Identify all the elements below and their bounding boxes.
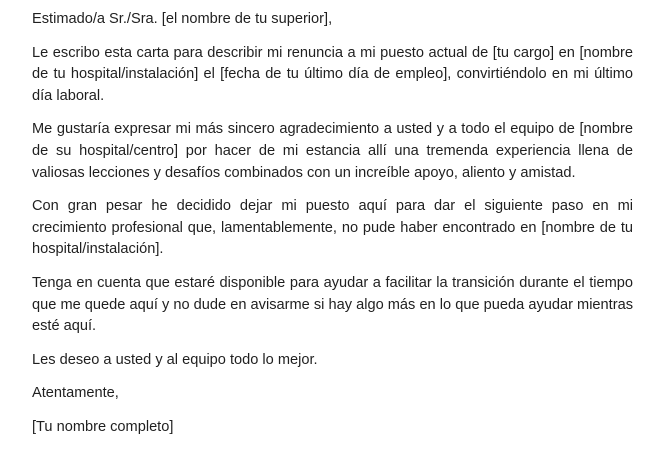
body-paragraph-gratitude: Me gustaría expresar mi más sincero agradecimiento a usted y a todo el equipo de [nombre de su hospital/centro] por hacer de mi estancia allí una tremenda experiencia llena de valiosas lecciones y desafíos combinados con un increíble apoyo, aliento y amistad. xyxy=(32,121,633,181)
body-paragraph-transition: Tenga en cuenta que estaré disponible para ayudar a facilitar la transición durante el tiempo que me quede aquí y no dude en avisarme si hay algo más en lo que pueda ayudar mientras esté aquí. xyxy=(32,274,633,335)
body-paragraph-wishes: Les deseo a usted y al equipo todo lo mejor. xyxy=(32,351,318,368)
signature: [Tu nombre completo] xyxy=(32,418,174,435)
resignation-letter xyxy=(32,9,633,451)
body-paragraph-resignation: Le escribo esta carta para describir mi renuncia a mi puesto actual de [tu cargo] en [nombre de tu hospital/instalación] el [fecha de tu último día de empleo], convirtiéndolo en mi último día laboral. xyxy=(32,44,633,104)
salutation: Estimado/a Sr./Sra. [el nombre de tu superior], xyxy=(32,11,333,27)
closing: Atentamente, xyxy=(32,385,119,402)
body-paragraph-reason: Con gran pesar he decidido dejar mi puesto aquí para dar el siguiente paso en mi crecimiento profesional que, lamentablemente, no pude haber encontrado en [nombre de tu hospital/instalación]. xyxy=(32,198,633,258)
